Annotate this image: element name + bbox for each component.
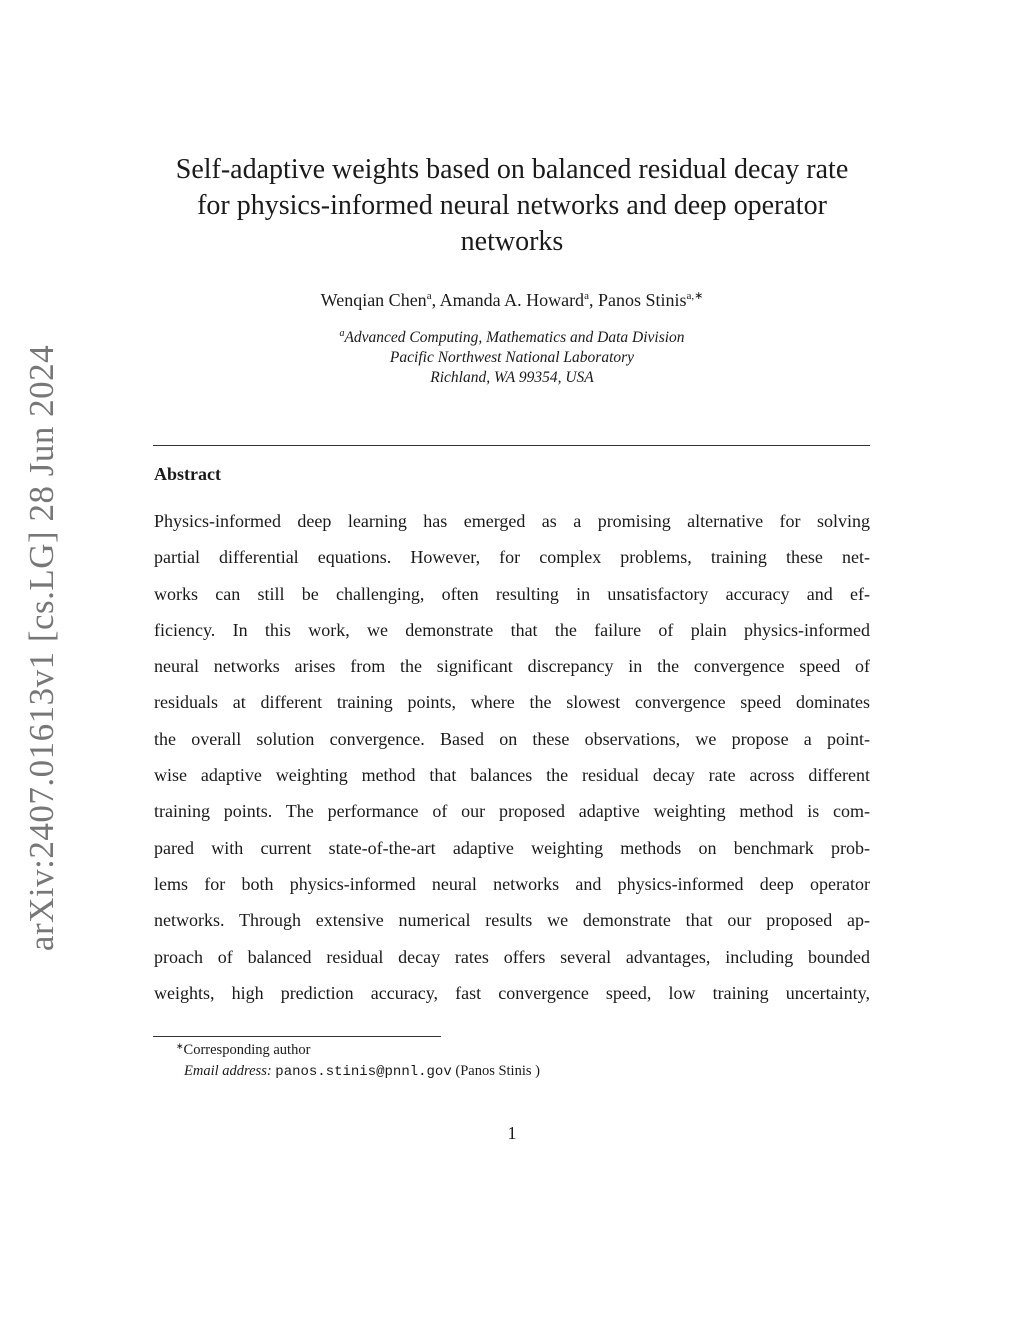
email-label: Email address: [184, 1063, 272, 1079]
email-owner: (Panos Stinis ) [455, 1063, 540, 1079]
abstract-line: ficiency. In this work, we demonstrate that the failure of plain physics-informed [154, 619, 870, 640]
footnote-corresponding-text: Corresponding author [183, 1042, 311, 1058]
footnote-corresponding [176, 1040, 776, 1061]
abstract-line: Physics-informed deep learning has emerged as a promising alternative for solving [154, 511, 870, 531]
author-name: Panos Stinis [597, 290, 687, 310]
affiliation-division: Advanced Computing, Mathematics and Data Division [344, 329, 685, 346]
affiliation-mark: a [339, 328, 345, 339]
author-affiliation-mark: a [426, 290, 432, 302]
abstract-line: neural networks arises from the significant discrepancy in the convergence speed of [154, 656, 870, 677]
title-line: networks [460, 226, 564, 257]
abstract-line: residuals at different training points, where the slowest convergence speed dominates [154, 692, 870, 713]
title-line: Self-adaptive weights based on balanced residual decay rate [175, 154, 849, 185]
footnote [176, 1040, 776, 1083]
paper-title [150, 152, 874, 260]
arxiv-identifier: arXiv:2407.01613v1 [cs.LG] 28 Jun 2024 [22, 344, 61, 951]
email-link[interactable]: panos.stinis@pnnl.gov [275, 1064, 452, 1080]
abstract-line: works can still be challenging, often resulting in unsatisfactory accuracy and ef- [154, 583, 870, 604]
abstract-line: proach of balanced residual decay rates offers several advantages, including bounded [154, 946, 870, 967]
affiliation-line: Richland, WA 99354, USA [430, 369, 594, 386]
abstract-line: the overall solution convergence. Based on these observations, we propose a point- [154, 728, 870, 749]
abstract-line: partial differential equations. However, for complex problems, training these net- [154, 547, 870, 568]
author-list [150, 288, 874, 312]
title-line: for physics-informed neural networks and deep operator [197, 190, 827, 221]
arxiv-side-stamp [22, 344, 62, 951]
footnote-rule [153, 1036, 441, 1037]
abstract-top-rule [153, 445, 870, 446]
affiliation [150, 328, 874, 388]
footnote-mark: ∗ [176, 1041, 184, 1051]
abstract-line: pared with current state-of-the-art adaptive weighting methods on benchmark prob- [154, 837, 870, 858]
author-name: Wenqian Chen [320, 290, 427, 310]
affiliation-line: Pacific Northwest National Laboratory [389, 349, 635, 366]
abstract-heading: Abstract [154, 464, 221, 484]
page-number: 1 [507, 1123, 517, 1143]
abstract-line: weights, high prediction accuracy, fast convergence speed, low training uncertainty, [154, 982, 870, 1003]
footnote-email-line [176, 1061, 776, 1083]
abstract-body [154, 506, 870, 1014]
abstract-line: training points. The performance of our proposed adaptive weighting method is com- [154, 801, 870, 822]
abstract-line: wise adaptive weighting method that balances the residual decay rate across different [154, 765, 870, 786]
affiliation-line [150, 328, 874, 348]
author-separator: , [588, 290, 598, 310]
author-separator: , [431, 290, 440, 310]
author-affiliation-mark: a [584, 290, 589, 302]
abstract-line: lems for both physics-informed neural networks and physics-informed deep operator [154, 873, 870, 894]
abstract-line: networks. Through extensive numerical results we demonstrate that our proposed ap- [154, 910, 870, 931]
author-name: Amanda A. Howard [439, 290, 585, 310]
author-affiliation-mark: a,∗ [686, 290, 704, 302]
